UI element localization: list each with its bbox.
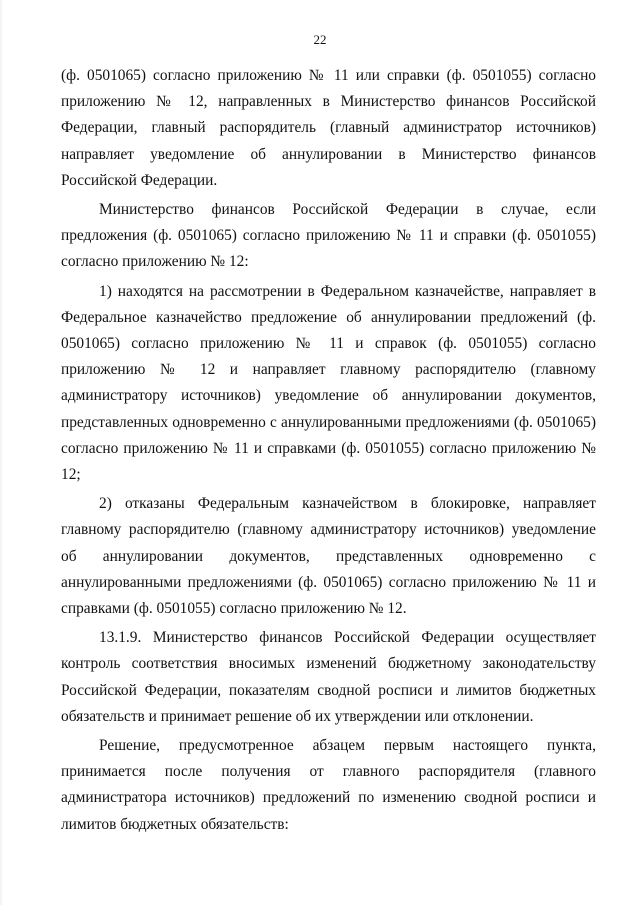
scan-edge (0, 0, 2, 905)
paragraph-item-2: 2) отказаны Федеральным казначейством в блокировке, направляет главному распорядителю (главному администратору источников) уведомление об аннулировании документов, представленных одновременно с аннулированными предложениями (ф. 0501065) согласно приложению № 11 и справками (ф. 0501055) согласно приложению № 12. (61, 495, 596, 618)
paragraph-decision: Решение, предусмотренное абзацем первым настоящего пункта, принимается после получения от главного распорядителя (главного администратора источников) предложений по изменению сводной росписи и лимитов бюджетных обязательств: (61, 737, 596, 833)
document-body (61, 63, 596, 841)
paragraph-13-1-9: 13.1.9. Министерство финансов Российской Федерации осуществляет контроль соответствия вносимых изменений бюджетному законодательству Российской Федерации, показателям сводной росписи и лимитов бюджетных обязательств и принимает решение об их утверждении или отклонении. (61, 629, 596, 725)
paragraph-item-1: 1) находятся на рассмотрении в Федеральном казначействе, направляет в Федеральное казначейство предложение об аннулировании предложений (ф. 0501065) согласно приложению № 11 и справок (ф. 0501055) согласно приложению № 12 и направляет главному распорядителю (главному администратору источников) уведомление об аннулировании документов, представленных одновременно с аннулированными предложениями (ф. 0501065) согласно приложению № 11 и справками (ф. 0501055) согласно приложению № 12; (61, 282, 596, 484)
paragraph-minfin-case: Министерство финансов Российской Федерации в случае, если предложения (ф. 0501065) согласно приложению № 11 и справки (ф. 0501055) согласно приложению № 12: (61, 201, 596, 271)
page-number: 22 (313, 32, 327, 47)
paragraph-continuation: (ф. 0501065) согласно приложению № 11 или справки (ф. 0501055) согласно приложению № 12, направленных в Министерство финансов Российской Федерации, главный распорядитель (главный администратор источников) направляет уведомление об аннулировании в Министерство финансов Российской Федерации. (61, 67, 596, 189)
